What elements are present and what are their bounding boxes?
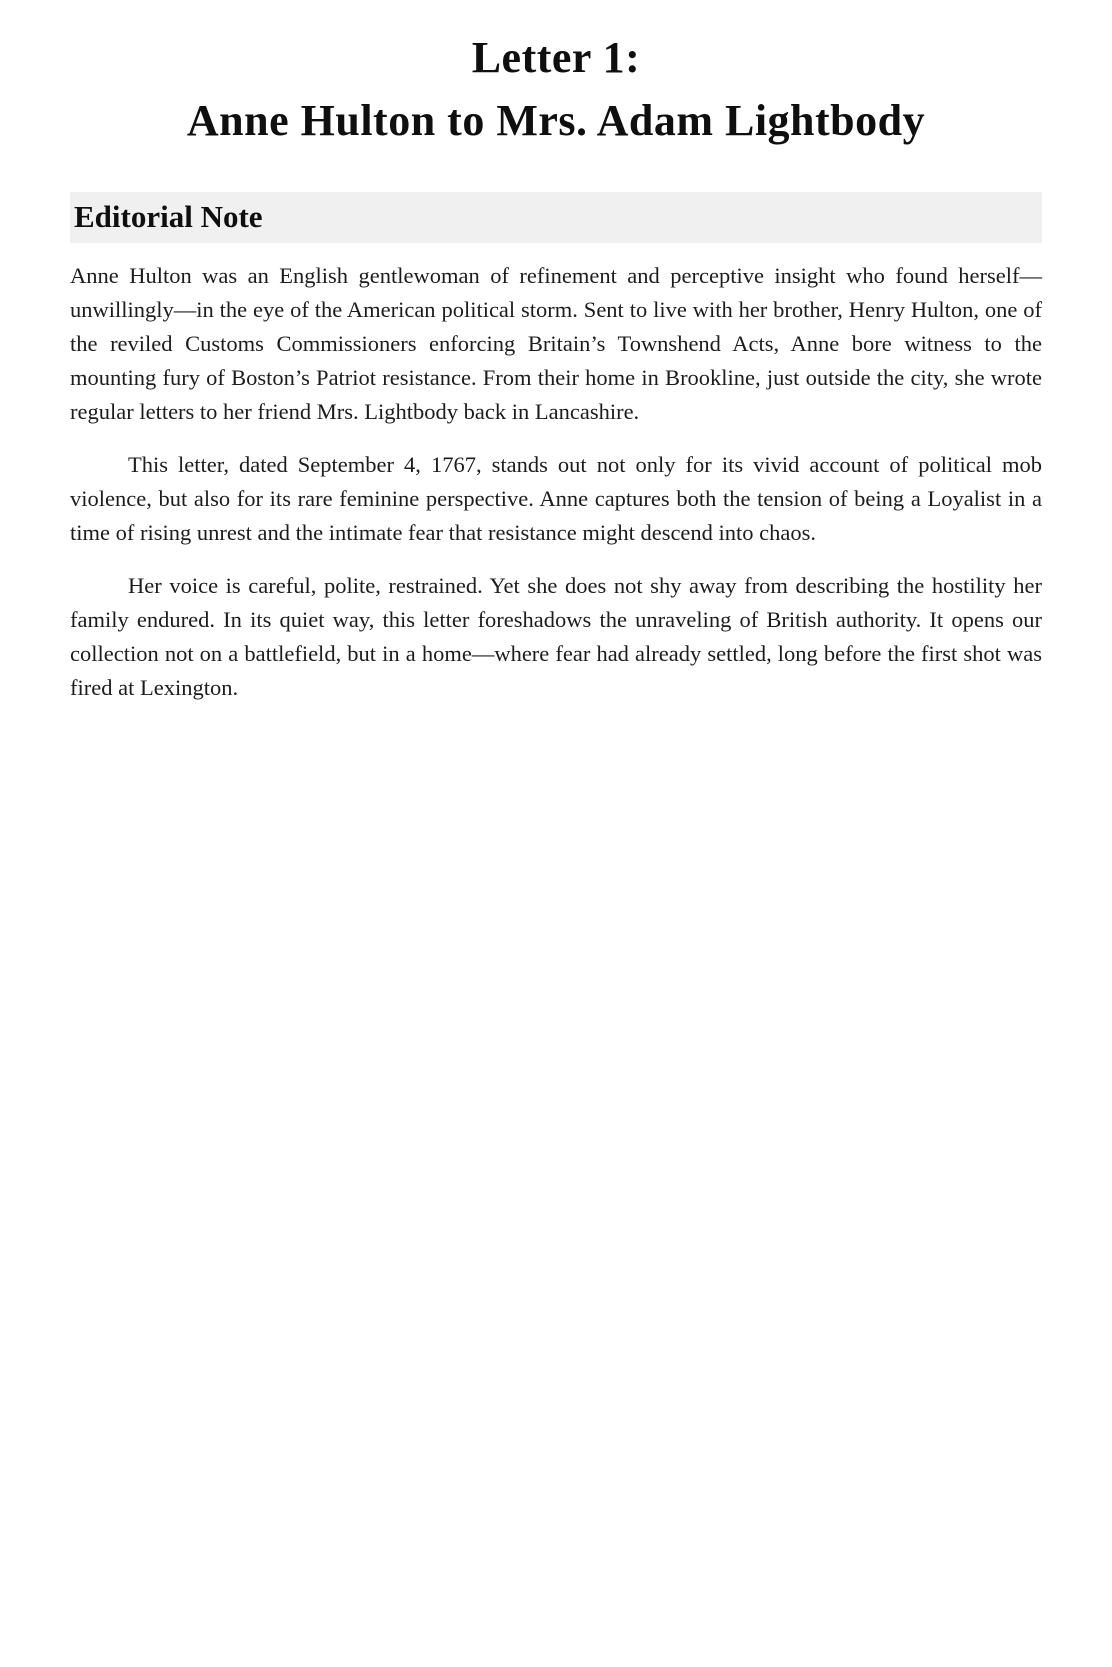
paragraph-3: Her voice is careful, polite, restrained. Yet she does not shy away from describing the hostility her family endured. In its quiet way, this letter foreshadows the unraveling of British authority. It opens our collection not on a battlefield, but in a home—where fear had already settled, long before the first shot was fired at Lexington. xyxy=(70,573,1042,700)
page-title xyxy=(70,26,1042,152)
page-title-line-1: Letter 1: xyxy=(471,33,641,82)
section-heading-editorial-note: Editorial Note xyxy=(70,192,1042,243)
paragraph-1: Anne Hulton was an English gentlewoman of refinement and perceptive insight who found herself—unwillingly—in the eye of the American political storm. Sent to live with her brother, Henry Hulton, one of the reviled Customs Commissioners enforcing Britain’s Townshend Acts, Anne bore witness to the mounting fury of Boston’s Patriot resistance. From their home in Brookline, just outside the city, she wrote regular letters to her friend Mrs. Lightbody back in Lancashire. xyxy=(70,263,1042,424)
page-title-line-2: Anne Hulton to Mrs. Adam Lightbody xyxy=(186,96,926,145)
paragraph-2: This letter, dated September 4, 1767, stands out not only for its vivid account of political mob violence, but also for its rare feminine perspective. Anne captures both the tension of being a Loyalist in a time of rising unrest and the intimate fear that resistance might descend into chaos. xyxy=(70,452,1042,545)
editorial-note-body xyxy=(70,259,1042,705)
